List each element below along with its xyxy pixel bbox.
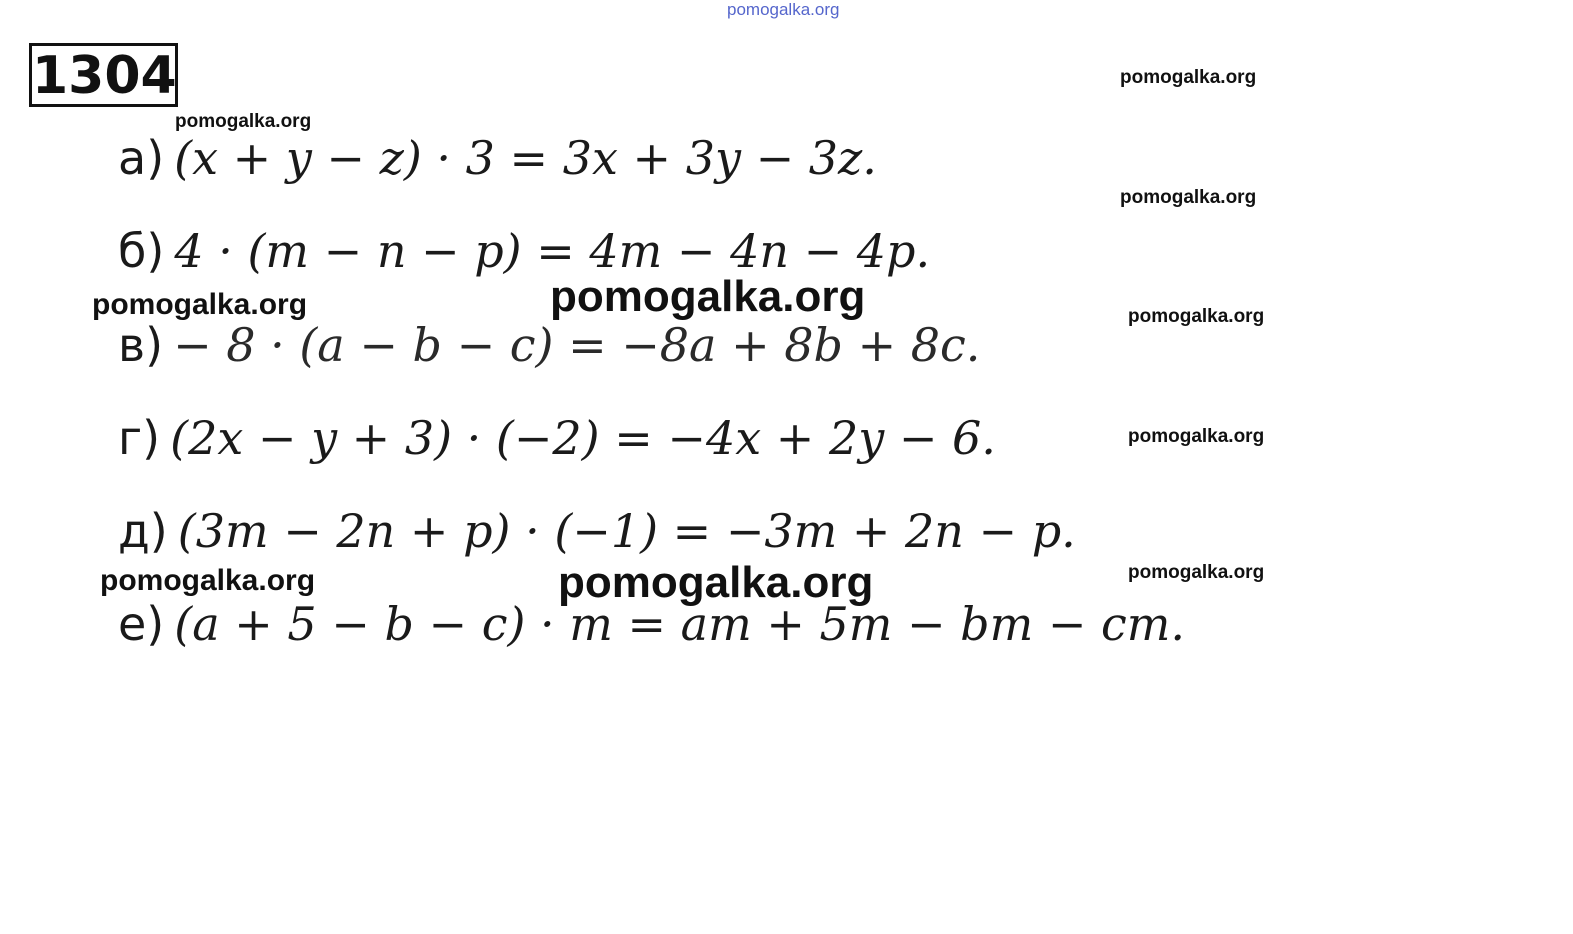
equation-d <box>118 411 996 465</box>
equation-expression: − 8 · (a − b − c) = −8a + 8b + 8c. <box>173 318 981 372</box>
equation-e <box>118 504 1076 558</box>
equation-label: а) <box>118 131 165 185</box>
equation-label: г) <box>118 411 161 465</box>
watermark: pomogalka.org <box>558 558 874 607</box>
equation-b <box>118 224 930 278</box>
watermark: pomogalka.org <box>550 272 866 321</box>
equation-expression: (3m − 2n + p) · (−1) = −3m + 2n − p. <box>177 504 1076 558</box>
equation-f <box>118 597 1185 651</box>
watermark: pomogalka.org <box>1128 562 1265 583</box>
equation-label: б) <box>118 224 165 278</box>
equation-expression: (x + y − z) · 3 = 3x + 3y − 3z. <box>174 131 877 185</box>
equation-expression: (a + 5 − b − c) · m = am + 5m − bm − cm. <box>174 597 1186 651</box>
equation-c <box>118 318 980 372</box>
problem-number: 1304 <box>29 43 178 107</box>
equation-label: в) <box>118 318 164 372</box>
equation-a <box>118 131 877 185</box>
equation-label: е) <box>118 597 165 651</box>
equation-expression: 4 · (m − n − p) = 4m − 4n − 4p. <box>174 224 931 278</box>
watermark: pomogalka.org <box>1120 187 1257 208</box>
watermark: pomogalka.org <box>92 288 308 321</box>
equation-label: д) <box>118 504 168 558</box>
watermark: pomogalka.org <box>175 111 312 132</box>
watermark: pomogalka.org <box>1128 306 1265 327</box>
watermark: pomogalka.org <box>1128 426 1265 447</box>
top-watermark: pomogalka.org <box>727 0 840 19</box>
equation-expression: (2x − y + 3) · (−2) = −4x + 2y − 6. <box>170 411 996 465</box>
watermark: pomogalka.org <box>100 564 316 597</box>
watermark: pomogalka.org <box>1120 67 1257 88</box>
